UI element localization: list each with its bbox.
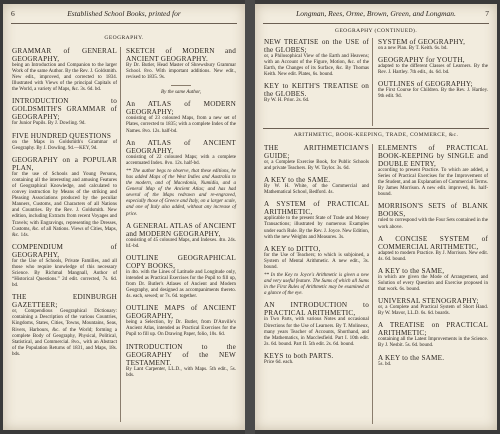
- column: [126, 47, 236, 422]
- entry-title: THE EDINBURGH GAZETTEER;: [12, 293, 117, 310]
- header-rule: [263, 23, 489, 24]
- catalog-entry: [378, 56, 488, 76]
- catalog-entry: [378, 354, 488, 368]
- column: [264, 144, 369, 424]
- entry-description: containing all the Latest Improvements in the Science. By J. Nesbit. 5s. 6d. bound.: [378, 337, 488, 349]
- entry-note: ** The author begs to observe, that these editions, he has added Maps of the West Indies and Australia to the modern, and of Macedonia, Numidia, and a General Map of the Ancient Atlas; and has had several of the Maps redrawn and re-engraved, especially those of Greece and Italy, on a larger scale, and one of Italy also added, without any increase of price.: [126, 168, 236, 217]
- column: [378, 144, 488, 424]
- entry-title: A KEY to the SAME.: [378, 353, 445, 362]
- catalog-entry: [378, 235, 488, 263]
- running-head-title: Established School Books, printed for: [67, 9, 181, 18]
- entry-title: GEOGRAPHY on a POPULAR PLAN,: [12, 155, 117, 172]
- entry-description: in which are given the Mode of Arrangement, and Solution of every Question and Exercise proposed in that work. 6s. bound.: [378, 274, 488, 293]
- entry-description: or, a Complete and Practical System of Short Hand. By W. Mavor, LL.D. 6s. 6d. boards.: [378, 305, 488, 317]
- entry-description: or, a Complete Exercise Book, for Public Schools and private Teachers. By W. Taylor. 3s. 6d.: [264, 160, 369, 172]
- entry-description: consisting of 45 coloured Maps, and Indexes. 4to. 24s. hf.-bd.: [126, 237, 236, 249]
- entry-description: in 4to. with the Lines of Latitude and Longitude only, intended as Practical Exercises for the Pupil to fill up, from Dr. Butler's Atlases of Ancient and Modern Geography, and designed as accompaniments thereto. 4s. each, sewed; or 7s. 6d. together.: [126, 269, 236, 300]
- entry-description: applicable to the present State of Trade and Money Transactions; illustrated by numerous Examples under each Rule. By the Rev. J. Joyce. New Edition, with the new Weights and Measures. 3s.: [264, 216, 369, 240]
- running-head: [11, 9, 237, 21]
- entry-title: A KEY to the SAME,: [378, 266, 445, 275]
- book-gutter: [245, 0, 255, 434]
- entry-description: for the use of Schools and Young Persons, containing all the interesting and amusing Features of Geographical Knowledge, and calculated to convey instruction by Means of the striking and Pleasing Associations produced by the peculiar Manners, Customs, and Characters of all Nations and Countries. By the Rev. J. Goldsmith. New edition, including Extracts from recent Voyages and Travels; with Engravings, representing the Dresses, Customs, &c. of all Nations. Views of Cities, Maps, &c. 14s.: [12, 171, 117, 238]
- entry-separator: [171, 85, 191, 86]
- catalog-entry: [378, 144, 488, 198]
- catalog-entry: [12, 293, 117, 358]
- catalog-entry: [126, 47, 236, 81]
- right-page: [255, 4, 497, 430]
- entry-title: A SYSTEM of PRACTICAL ARITHMETIC,: [264, 200, 369, 217]
- catalog-entry: [378, 321, 488, 349]
- entry-title: INTRODUCTION to GOLDSMITH'S GRAMMAR of GEOGRAPHY;: [12, 97, 117, 122]
- catalog-entry: [264, 38, 369, 78]
- entry-title: UNIVERSAL STENOGRAPHY;: [378, 297, 479, 306]
- catalog-entry: [12, 97, 117, 127]
- entry-description: Price 6d. each.: [264, 359, 294, 365]
- catalog-entry: [126, 304, 236, 338]
- entry-title: THE ARITHMETICIAN'S GUIDE;: [264, 144, 369, 160]
- entry-title: SYSTEM of GEOGRAPHY,: [378, 38, 466, 46]
- entry-title: KEY to KEITH'S TREATISE on the GLOBES.: [264, 82, 369, 99]
- catalog-entry: [126, 343, 236, 379]
- entry-description: being a Selection, by Dr. Butler, from D'Anville's Ancient Atlas, intended as Practical Exercises for the Pupil to fill up. On Drawing Paper, folio, 10s. 6d.: [126, 320, 236, 338]
- entry-description: being an Introduction and Companion to the larger Work of the same Author. By the Rev. J. Goldsmith. New edit., improved, and corrected to 1834. Illustrated with Views of the principal Capitals of the World, a variety of Maps, &c. 3s. 6d. bd.: [12, 63, 117, 93]
- entry-description: consisting of 22 coloured Maps; with a complete accentuated Index. 8vo. 12s. half-bd.: [126, 154, 236, 166]
- catalog-entry: [378, 38, 488, 52]
- entry-title: An ATLAS of MODERN GEOGRAPHY;: [126, 100, 236, 117]
- entry-description: according to present Practice. To which are added, a Series of Practical Exercises for the Improvement of the Student, and an Explanation of Commercial Terms. By James Morrison. A new edit. improved, 8s. half-bound.: [378, 168, 488, 198]
- entry-description: for Junior Pupils. By J. Dowling. 9d.: [12, 121, 86, 127]
- running-head-title: Longman, Rees, Orme, Brown, Green, and Longman.: [296, 9, 456, 18]
- catalog-entry: [126, 139, 236, 218]
- entry-description: By W. H. White, of the Commercial and Mathematical School, Bedford. 4s.: [264, 184, 369, 196]
- catalog-entry: [264, 176, 369, 196]
- catalog-entry: [378, 202, 488, 230]
- entry-title: SKETCH of MODERN and ANCIENT GEOGRAPHY.: [126, 47, 236, 63]
- entry-description: or, a Philosophical View of the Earth and Heavens; with an Account of the Figure, Motion, &c. of the Earth, the Changes of its Surface, &c. By Thomas Keith. New edit. Plates, 6s. bound.: [264, 54, 369, 78]
- catalog-entry: [12, 156, 117, 239]
- entry-title: A CONCISE SYSTEM of COMMERCIAL ARITHMETIC,: [378, 234, 488, 251]
- entry-title: GEOGRAPHY for YOUTH,: [378, 56, 465, 65]
- entry-title: An ATLAS of ANCIENT GEOGRAPHY,: [126, 138, 236, 155]
- entry-description: the First Course for Children. By the Rev. J. Hartley. 9th edit. 9d.: [378, 88, 488, 100]
- entry-description: consisting of 23 coloured Maps, from a new set of Plates, corrected to 1835; with a complete Index of the Names. 8vo. 12s. half-bd.: [126, 116, 236, 134]
- entry-title: GRAMMAR of GENERAL GEOGRAPHY,: [12, 47, 117, 63]
- entry-description: in Two Parts, with various Notes and occasional Directions for the Use of Learners. By T. Molineux, many years Teacher of Accounts, Shorthand, and the Mathematics, in Macclesfield. Part I. 10th edit. 2s. 6d. bound. Part II. 5th edit. 2s. 6d. bound.: [264, 317, 369, 347]
- entry-title: A GENERAL ATLAS of ANCIENT and MODERN GEOGRAPHY,: [126, 221, 236, 238]
- column: [12, 47, 117, 422]
- catalog-entry: [264, 144, 369, 172]
- entry-description: for the Use of Schools, Private Families, and all those who require knowledge of this necessary Science. By Richmal Mangnall, Author of “Historical Questions.” 2d edit. corrected, 7s. 6d. bd.: [12, 258, 117, 289]
- catalog-entry: [264, 301, 369, 347]
- left-page: [3, 4, 245, 430]
- catalog-entry: [126, 85, 236, 96]
- entry-title: A KEY to DITTO,: [264, 244, 321, 253]
- entry-description: on a new Plan. By T. Keith. 6s. bd.: [378, 46, 448, 51]
- entry-description: or, Compendious Geographical Dictionary: containing a Description of the various Countries, Kingdoms, States, Cities, Towns, Mountains, Seas, Rivers, Harbours, &c. of the World; forming a complete Body of Geography, Physical, Political, Statistical, and Commercial. 8vo., with an Abstract of the Population Returns of 1831, and Maps, 18s. bds.: [12, 309, 117, 357]
- entry-title: INTRODUCTION to the GEOGRAPHY of the NEW TESTAMENT.: [126, 342, 236, 367]
- header-rule: [11, 23, 237, 24]
- section-title-2: ARITHMETIC, BOOK-KEEPING, TRADE, COMMERCE, &c.: [293, 132, 459, 138]
- catalog-entry: [12, 132, 117, 152]
- page-number: 7: [485, 9, 489, 18]
- entry-description: for the Use of Teachers; to which is subjoined, a System of Mental Arithmetic. A new edit., 3s. bound.: [264, 252, 369, 270]
- entry-description: By the same Author,: [161, 90, 201, 96]
- catalog-entry: [378, 80, 488, 100]
- entry-description: By W. H. Prior. 2s. 6d.: [264, 98, 310, 104]
- catalog-entry: [126, 100, 236, 134]
- entry-description: 5s. bd.: [378, 361, 392, 367]
- column: [378, 38, 488, 126]
- section-title: GEOGRAPHY (CONTINUED).: [334, 28, 418, 34]
- entry-title: A KEY to the SAME.: [264, 176, 331, 185]
- entry-note: ** In the Key to Joyce's Arithmetic is given a new and very useful feature. The Sums of which all Sums in the First Rules of Arithmetic may be examined at a glance of the eye.: [264, 273, 369, 297]
- entry-title: MORRISON'S SETS of BLANK BOOKS,: [378, 202, 488, 219]
- catalog-entry: [126, 254, 236, 300]
- page-number: 6: [11, 9, 15, 18]
- catalog-entry: [378, 297, 488, 317]
- entry-title: NEW TREATISE on the USE of the GLOBES;: [264, 38, 369, 54]
- entry-description: ruled to correspond with the Four Sets contained in the work above.: [378, 218, 488, 230]
- entry-title: OUTLINE GEOGRAPHICAL COPY BOOKS,: [126, 253, 236, 270]
- catalog-entry: [264, 82, 369, 104]
- catalog-entry: [378, 267, 488, 293]
- entry-description: on the Maps in Goldsmith's Grammar of Geography. By J. Dowling. 9d.—KEY, 9d.: [12, 139, 117, 151]
- catalog-entry: [126, 222, 236, 250]
- entry-description: adapted to the different Classes of Learners. By the Rev. J. Hartley. 7th edit., 4s. 6d. bd.: [378, 64, 488, 76]
- catalog-entry: [12, 47, 117, 93]
- entry-description: adapted to modern Practice. By J. Morrison. New edit. 4s. 6d. bound.: [378, 250, 488, 262]
- catalog-entry: [264, 352, 369, 366]
- entry-title: ELEMENTS of PRACTICAL BOOK-KEEPING by SINGLE and DOUBLE ENTRY,: [378, 144, 488, 168]
- entry-title: FIVE HUNDRED QUESTIONS: [12, 131, 112, 140]
- running-head: [263, 9, 489, 21]
- catalog-entry: [12, 243, 117, 289]
- section-rule: [263, 128, 489, 129]
- entry-title: OUTLINES of GEOGRAPHY;: [378, 80, 473, 89]
- section-title: GEOGRAPHY.: [104, 35, 144, 41]
- entry-title: OUTLINE MAPS of ANCIENT GEOGRAPHY,: [126, 304, 236, 321]
- entry-title: COMPENDIUM of GEOGRAPHY,: [12, 242, 117, 259]
- entry-description: By Dr. Butler, Head Master of Shrewsbury Grammar School. 8vo. With important additions. New edit., revised to 1835. 9s.: [126, 63, 236, 81]
- entry-title: A TREATISE on PRACTICAL ARITHMETIC;: [378, 321, 488, 338]
- entry-title: KEYS to both PARTS.: [264, 351, 334, 360]
- catalog-entry: [264, 200, 369, 240]
- catalog-entry: [264, 245, 369, 298]
- column: [264, 38, 369, 126]
- entry-title: AN INTRODUCTION to PRACTICAL ARITHMETIC,: [264, 301, 369, 318]
- entry-description: By Lant Carpenter, LL.D., with Maps. 5th edit., 5s. bds.: [126, 366, 236, 378]
